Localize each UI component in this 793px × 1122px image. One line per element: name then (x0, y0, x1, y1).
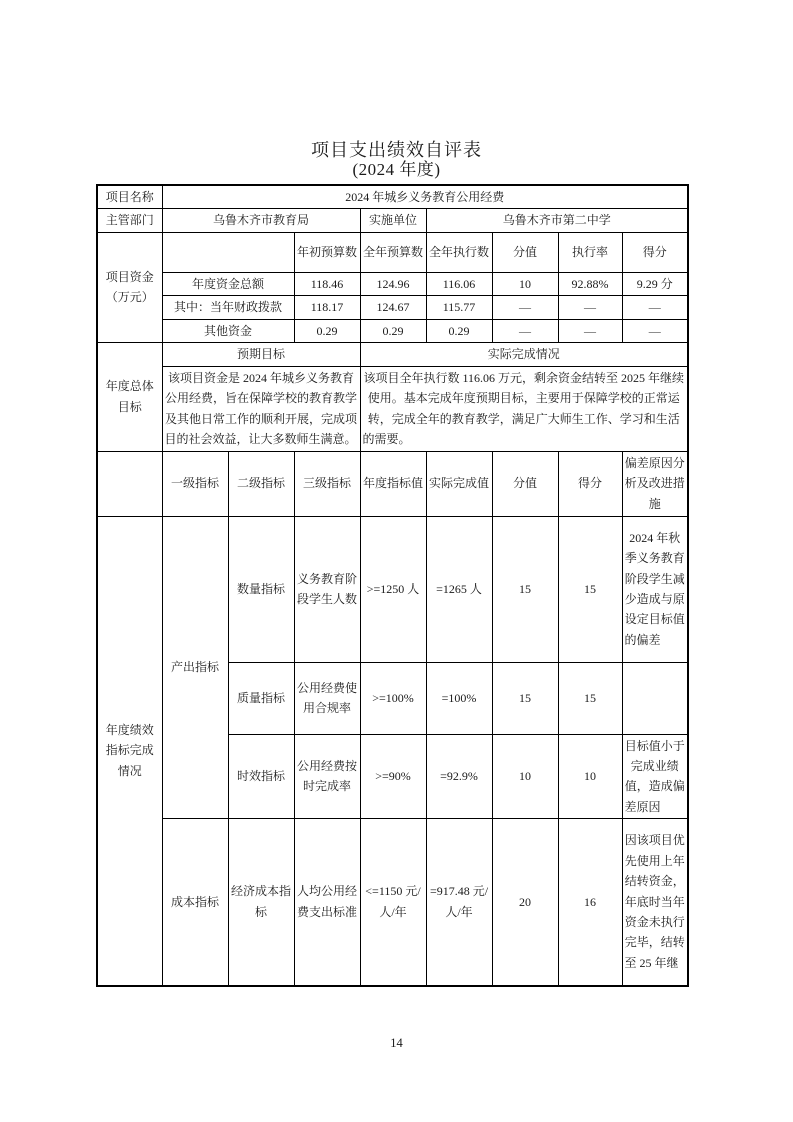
table-row (97, 451, 688, 516)
table-row (97, 342, 688, 366)
project-name-label: 项目名称 (97, 185, 162, 209)
self-evaluation-table (96, 184, 689, 987)
indicator-score-value: 15 (492, 662, 558, 734)
funds-col-header-initial: 年初预算数 (294, 232, 360, 272)
indicator-score: 16 (558, 819, 622, 986)
indicators-header-level1: 一级指标 (162, 451, 228, 516)
indicators-blank-cell (97, 451, 162, 516)
indicator-score: 10 (558, 734, 622, 819)
table-row (97, 232, 688, 272)
goal-actual-header: 实际完成情况 (360, 342, 688, 366)
document-title-block (0, 140, 793, 179)
funds-fiscal-initial: 118.17 (294, 296, 360, 319)
table-row (97, 209, 688, 232)
funds-other-annual: 0.29 (360, 319, 426, 342)
table-row (97, 366, 688, 451)
funds-col-header-annual: 全年预算数 (360, 232, 426, 272)
funds-other-exec-rate: — (558, 319, 622, 342)
funds-fiscal-score-value: — (492, 296, 558, 319)
indicator-actual: =92.9% (426, 734, 492, 819)
table-row (97, 819, 688, 986)
funds-total-exec-rate: 92.88% (558, 272, 622, 295)
impl-value: 乌鲁木齐市第二中学 (426, 209, 688, 232)
funds-col-header-executed: 全年执行数 (426, 232, 492, 272)
indicator-target: >=90% (360, 734, 426, 819)
dept-value: 乌鲁木齐市教育局 (162, 209, 360, 232)
indicators-header-deviation: 偏差原因分析及改进措施 (622, 451, 688, 516)
indicator-level2: 数量指标 (228, 516, 294, 662)
indicator-actual: =917.48 元/人/年 (426, 819, 492, 986)
table-row (97, 272, 688, 295)
indicator-level3: 公用经费使用合规率 (294, 662, 360, 734)
goal-actual-text: 该项目全年执行数 116.06 万元，剩余资金结转至 2025 年继续使用。基本完成年度预期目标，主要用于保障学校的正常运转，完成全年的教育教学，满足广大师生工作、学习和生活的需要。 (360, 366, 688, 451)
funds-col-header-score-value: 分值 (492, 232, 558, 272)
document-subtitle: (2024 年度) (352, 160, 441, 179)
funds-section-label: 项目资金（万元） (97, 232, 162, 342)
indicator-level2: 经济成本指标 (228, 819, 294, 986)
indicator-actual: =100% (426, 662, 492, 734)
indicator-level2: 时效指标 (228, 734, 294, 819)
indicators-header-level2: 二级指标 (228, 451, 294, 516)
indicator-deviation: 2024 年秋季义务教育阶段学生减少造成与原设定目标值的偏差 (622, 516, 688, 662)
table-row (97, 296, 688, 319)
indicators-header-target: 年度指标值 (360, 451, 426, 516)
document-title: 项目支出绩效自评表 (311, 140, 482, 160)
indicator-level3: 人均公用经费支出标准 (294, 819, 360, 986)
table-row (97, 319, 688, 342)
funds-other-executed: 0.29 (426, 319, 492, 342)
indicator-target: >=1250 人 (360, 516, 426, 662)
dept-label: 主管部门 (97, 209, 162, 232)
funds-other-initial: 0.29 (294, 319, 360, 342)
indicators-section-label: 年度绩效指标完成情况 (97, 516, 162, 986)
indicator-score-value: 10 (492, 734, 558, 819)
indicator-level3: 公用经费按时完成率 (294, 734, 360, 819)
indicator-deviation: 因该项目优先使用上年结转资金，年底时当年资金未执行完毕，结转至 25 年继 (622, 819, 688, 986)
funds-fiscal-executed: 115.77 (426, 296, 492, 319)
funds-row-name: 年度资金总额 (162, 272, 294, 295)
indicator-level1-cost: 成本指标 (162, 819, 228, 986)
funds-total-initial: 118.46 (294, 272, 360, 295)
indicator-actual: =1265 人 (426, 516, 492, 662)
indicators-header-score-value: 分值 (492, 451, 558, 516)
funds-fiscal-annual: 124.67 (360, 296, 426, 319)
indicator-target: >=100% (360, 662, 426, 734)
annual-goal-label: 年度总体目标 (97, 342, 162, 451)
funds-col-header-exec-rate: 执行率 (558, 232, 622, 272)
indicators-header-actual: 实际完成值 (426, 451, 492, 516)
goal-expected-header: 预期目标 (162, 342, 360, 366)
indicator-target: <=1150 元/人/年 (360, 819, 426, 986)
indicator-deviation (622, 662, 688, 734)
project-name-value: 2024 年城乡义务教育公用经费 (162, 185, 688, 209)
page-number: 14 (390, 1036, 403, 1050)
funds-total-score-value: 10 (492, 272, 558, 295)
indicators-header-level3: 三级指标 (294, 451, 360, 516)
funds-col-header-score: 得分 (622, 232, 688, 272)
funds-row-name: 其他资金 (162, 319, 294, 342)
funds-fiscal-score: — (622, 296, 688, 319)
funds-total-annual: 124.96 (360, 272, 426, 295)
indicator-score: 15 (558, 662, 622, 734)
funds-total-executed: 116.06 (426, 272, 492, 295)
table-row (97, 185, 688, 209)
funds-other-score: — (622, 319, 688, 342)
funds-fiscal-exec-rate: — (558, 296, 622, 319)
indicator-score-value: 15 (492, 516, 558, 662)
table-row (97, 516, 688, 662)
indicators-header-score: 得分 (558, 451, 622, 516)
impl-label: 实施单位 (360, 209, 426, 232)
funds-other-score-value: — (492, 319, 558, 342)
indicator-level1-output: 产出指标 (162, 516, 228, 819)
indicator-deviation: 目标值小于完成业绩值，造成偏差原因 (622, 734, 688, 819)
goal-expected-text: 该项目资金是 2024 年城乡义务教育公用经费，旨在保障学校的教育教学及其他日常工作的顺利开展，完成项目的社会效益，让大多数师生满意。 (162, 366, 360, 451)
indicator-score: 15 (558, 516, 622, 662)
indicator-level2: 质量指标 (228, 662, 294, 734)
funds-blank-cell (162, 232, 294, 272)
funds-row-name: 其中：当年财政拨款 (162, 296, 294, 319)
indicator-score-value: 20 (492, 819, 558, 986)
indicator-level3: 义务教育阶段学生人数 (294, 516, 360, 662)
funds-total-score: 9.29 分 (622, 272, 688, 295)
